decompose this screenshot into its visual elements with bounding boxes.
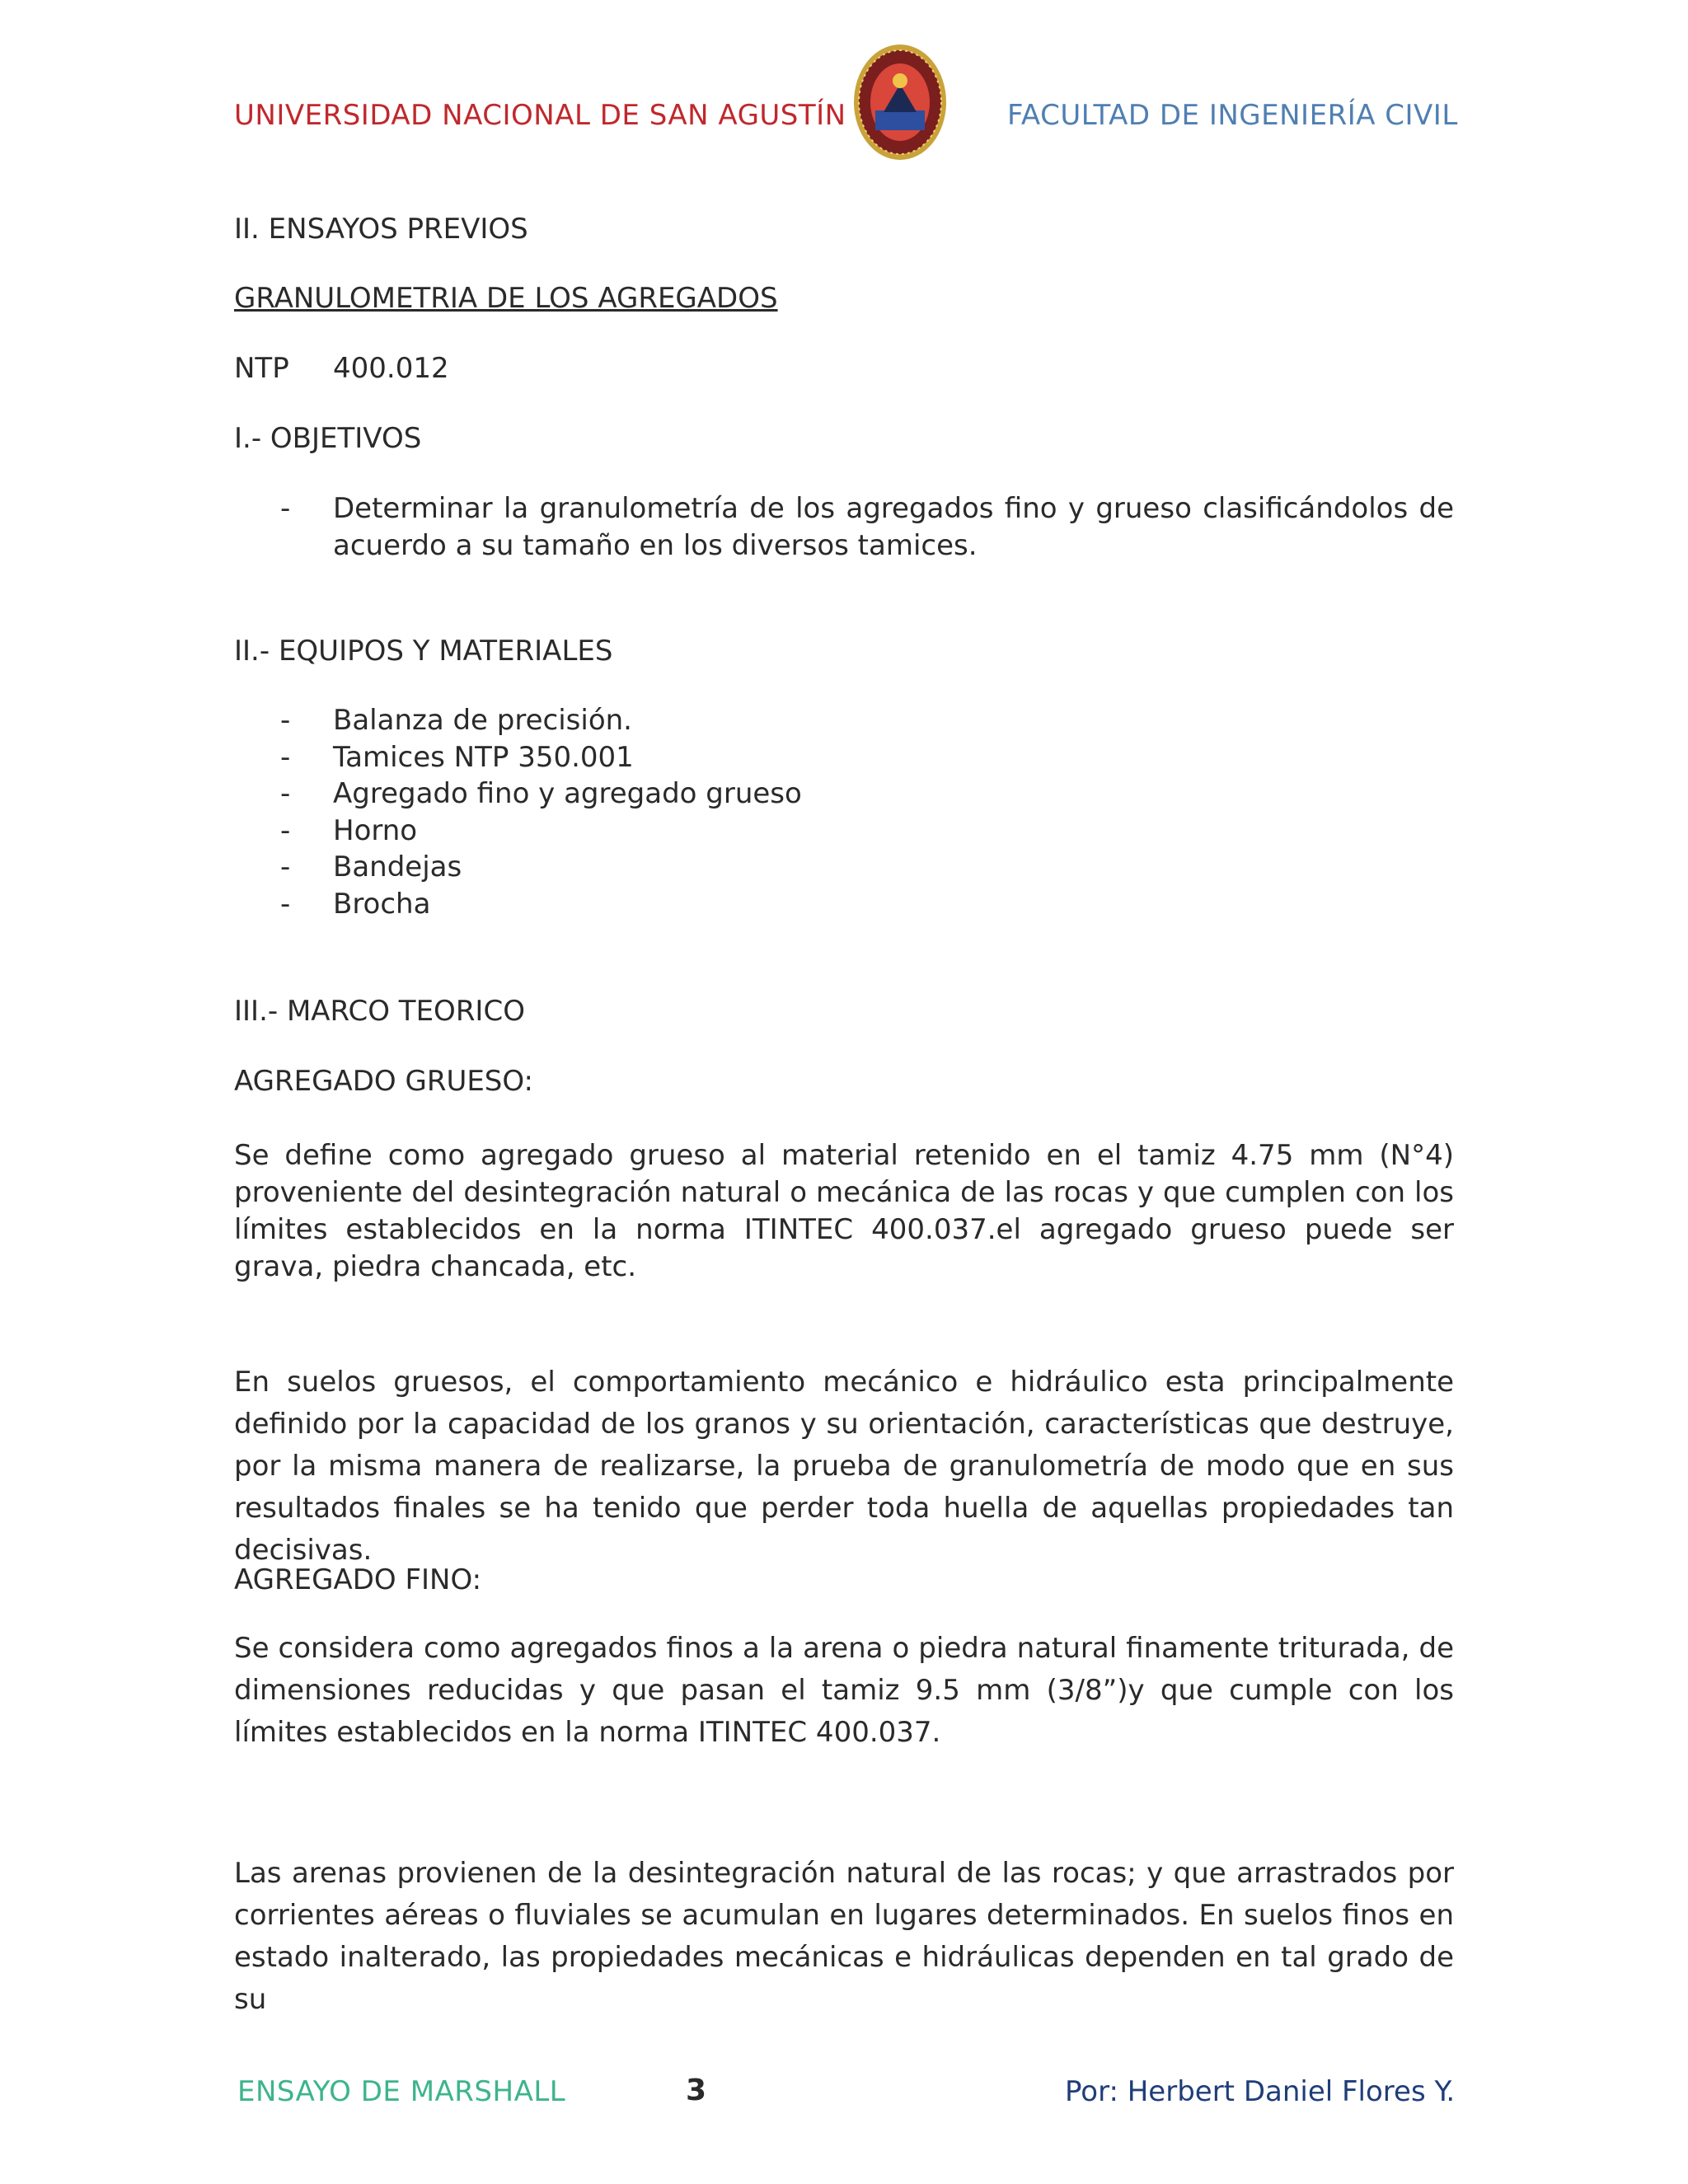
objectives-heading: I.- OBJETIVOS — [234, 422, 422, 455]
list-item: - Tamices NTP 350.001 — [280, 740, 634, 774]
fine-aggregate-paragraph-1: Se considera como agregados finos a la arena o piedra natural finamente triturada, de dimensiones reducidas y que pasan el tamiz 9.5 mm (3/8”)y que cumple con los límites establecidos en la norma ITINTEC 400.037. — [234, 1632, 1454, 1749]
objectives-list — [280, 490, 1454, 564]
university-seal-logo — [851, 43, 950, 162]
fine-aggregate-paragraph-2: Las arenas provienen de la desintegración natural de las rocas; y que arrastrados por corrientes aéreas o fluviales se acumulan en lugares determinados. En suelos finos en estado inalterado, las propiedades mecánicas e hidráulicas dependen en tal grado de su — [234, 1857, 1454, 2016]
list-item: - Agregado fino y agregado grueso — [280, 777, 802, 810]
footer-author: Por: Herbert Daniel Flores Y. — [1065, 2075, 1456, 2108]
section-title: II. ENSAYOS PREVIOS — [234, 213, 528, 246]
theory-heading: III.- MARCO TEORICO — [234, 995, 525, 1028]
fine-aggregate-heading: AGREGADO FINO: — [234, 1563, 482, 1596]
footer-title: ENSAYO DE MARSHALL — [237, 2075, 566, 2108]
list-item: - Horno — [280, 813, 418, 847]
coarse-aggregate-paragraph-2: En suelos gruesos, el comportamiento mecánico e hidráulico esta principalmente definido por la capacidad de los granos y su orientación, características que destruye, por la misma manera de realizarse, la prueba de granulometría de modo que en sus resultados finales se ha tenido que perder toda huella de aquellas propiedades tan decisivas. — [234, 1366, 1454, 1567]
ntp-row — [234, 350, 289, 387]
equipment-heading: II.- EQUIPOS Y MATERIALES — [234, 635, 613, 668]
list-item: - Bandejas — [280, 851, 462, 883]
page-number: 3 — [686, 2074, 707, 2107]
header-faculty: FACULTAD DE INGENIERÍA CIVIL — [1007, 99, 1458, 132]
subtitle: GRANULOMETRIA DE LOS AGREGADOS — [234, 282, 778, 315]
header-university: UNIVERSIDAD NACIONAL DE SAN AGUSTÍN — [234, 99, 846, 132]
list-item: - Brocha — [280, 887, 431, 921]
equipment-list — [280, 702, 802, 922]
coarse-aggregate-paragraph-1: Se define como agregado grueso al material retenido en el tamiz 4.75 mm (N°4) proveniente del desintegración natural o mecánica de las rocas y que cumplen con los límites establecidos en la norma ITINTEC 400.037.el agregado grueso puede ser grava, piedra chancada, etc. — [234, 1139, 1454, 1283]
list-item: - Balanza de precisión. — [280, 704, 632, 737]
ntp-label: NTP — [234, 352, 289, 385]
list-item: - Determinar la granulometría de los agregados fino y grueso clasificándolos de acuerdo a su tamaño en los diversos tamices. — [280, 492, 1454, 562]
ntp-code: 400.012 — [333, 352, 449, 385]
coarse-aggregate-heading: AGREGADO GRUESO: — [234, 1065, 534, 1098]
